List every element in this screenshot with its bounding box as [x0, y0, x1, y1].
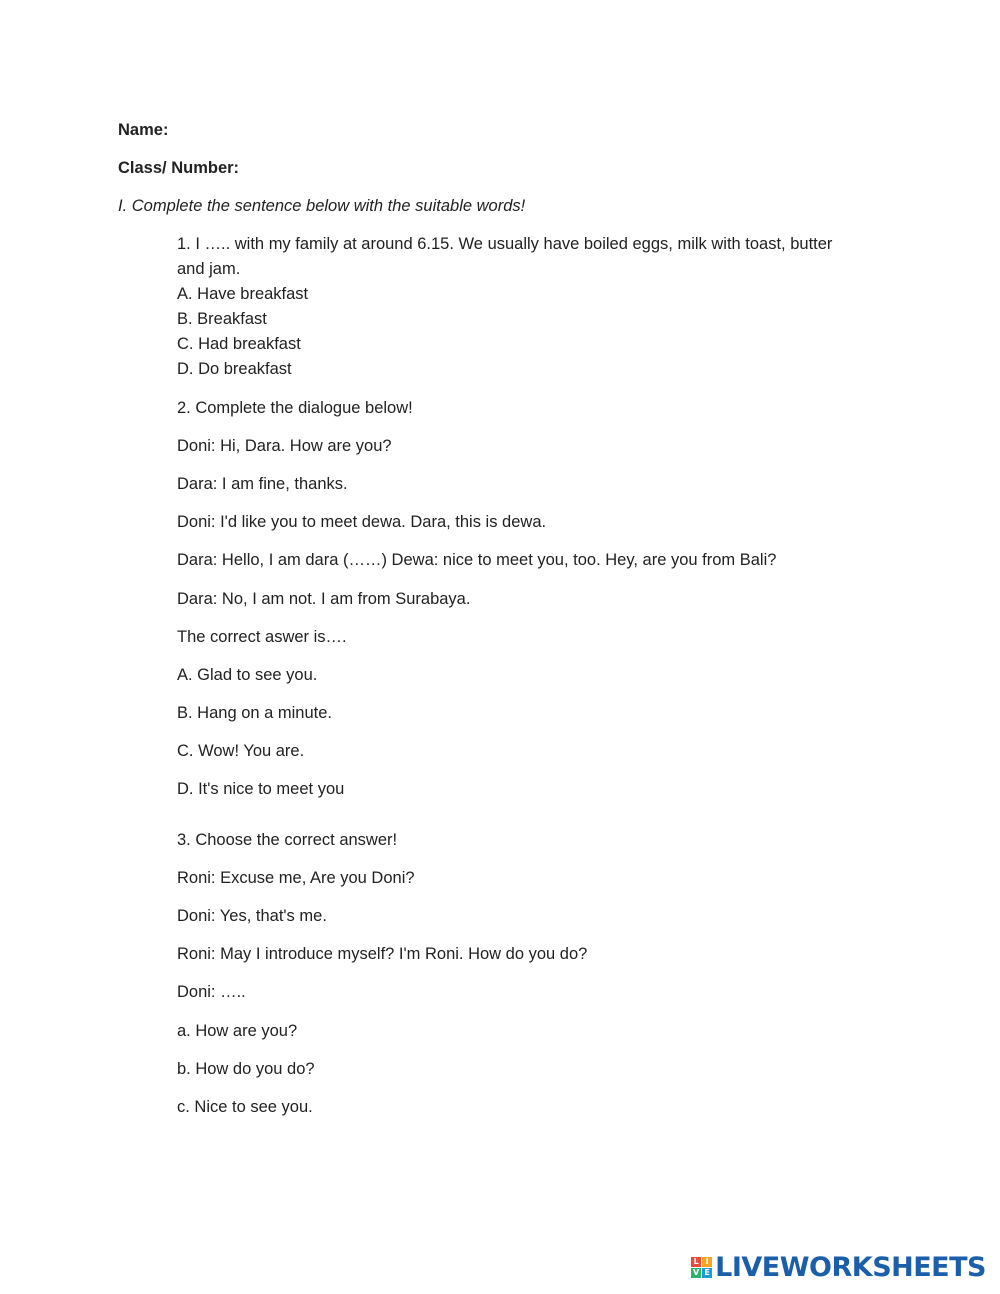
question-1-option-b: B. Breakfast [177, 310, 267, 328]
question-3-dialogue-line: Doni: Yes, that's me. [177, 907, 327, 925]
question-2-option-d: D. It's nice to meet you [177, 780, 345, 798]
question-3-dialogue-line: Roni: May I introduce myself? I'm Roni. How do you do? [177, 945, 588, 963]
question-3-dialogue-line: Roni: Excuse me, Are you Doni? [177, 869, 415, 887]
question-1-stem-line-2: and jam. [177, 260, 241, 278]
question-2-dialogue-line: Doni: I'd like you to meet dewa. Dara, this is dewa. [177, 513, 547, 531]
question-1-option-c: C. Had breakfast [177, 335, 301, 353]
question-3-option-c: c. Nice to see you. [177, 1098, 313, 1116]
question-3-option-b: b. How do you do? [177, 1060, 315, 1078]
logo-text: LIVEWORKSHEETS [715, 1251, 986, 1283]
question-2-dialogue-line: Dara: Hello, I am dara (……) Dewa: nice to meet you, too. Hey, are you from Bali? [177, 551, 777, 569]
question-2-stem: 2. Complete the dialogue below! [177, 399, 413, 417]
liveworksheets-logo [691, 1252, 986, 1282]
question-2-option-c: C. Wow! You are. [177, 742, 305, 760]
instruction-text: I. Complete the sentence below with the suitable words! [118, 197, 526, 215]
question-2-dialogue-line: Dara: No, I am not. I am from Surabaya. [177, 590, 471, 608]
question-2-option-a: A. Glad to see you. [177, 666, 318, 684]
name-label: Name: [118, 121, 169, 139]
question-1-stem-line-1: 1. I ….. with my family at around 6.15. We usually have boiled eggs, milk with toast, butter [177, 235, 833, 253]
logo-mark-icon: L I V E [691, 1257, 712, 1278]
question-2-dialogue-line: Dara: I am fine, thanks. [177, 475, 348, 493]
class-number-label: Class/ Number: [118, 159, 240, 177]
question-3-option-a: a. How are you? [177, 1022, 298, 1040]
question-3-stem: 3. Choose the correct answer! [177, 831, 398, 849]
question-2-option-b: B. Hang on a minute. [177, 704, 333, 722]
question-1-option-d: D. Do breakfast [177, 360, 292, 378]
question-2-dialogue-line: Doni: Hi, Dara. How are you? [177, 437, 392, 455]
question-3-dialogue-line: Doni: ….. [177, 983, 246, 1001]
question-1-option-a: A. Have breakfast [177, 285, 309, 303]
question-2-prompt: The correct aswer is…. [177, 628, 347, 646]
